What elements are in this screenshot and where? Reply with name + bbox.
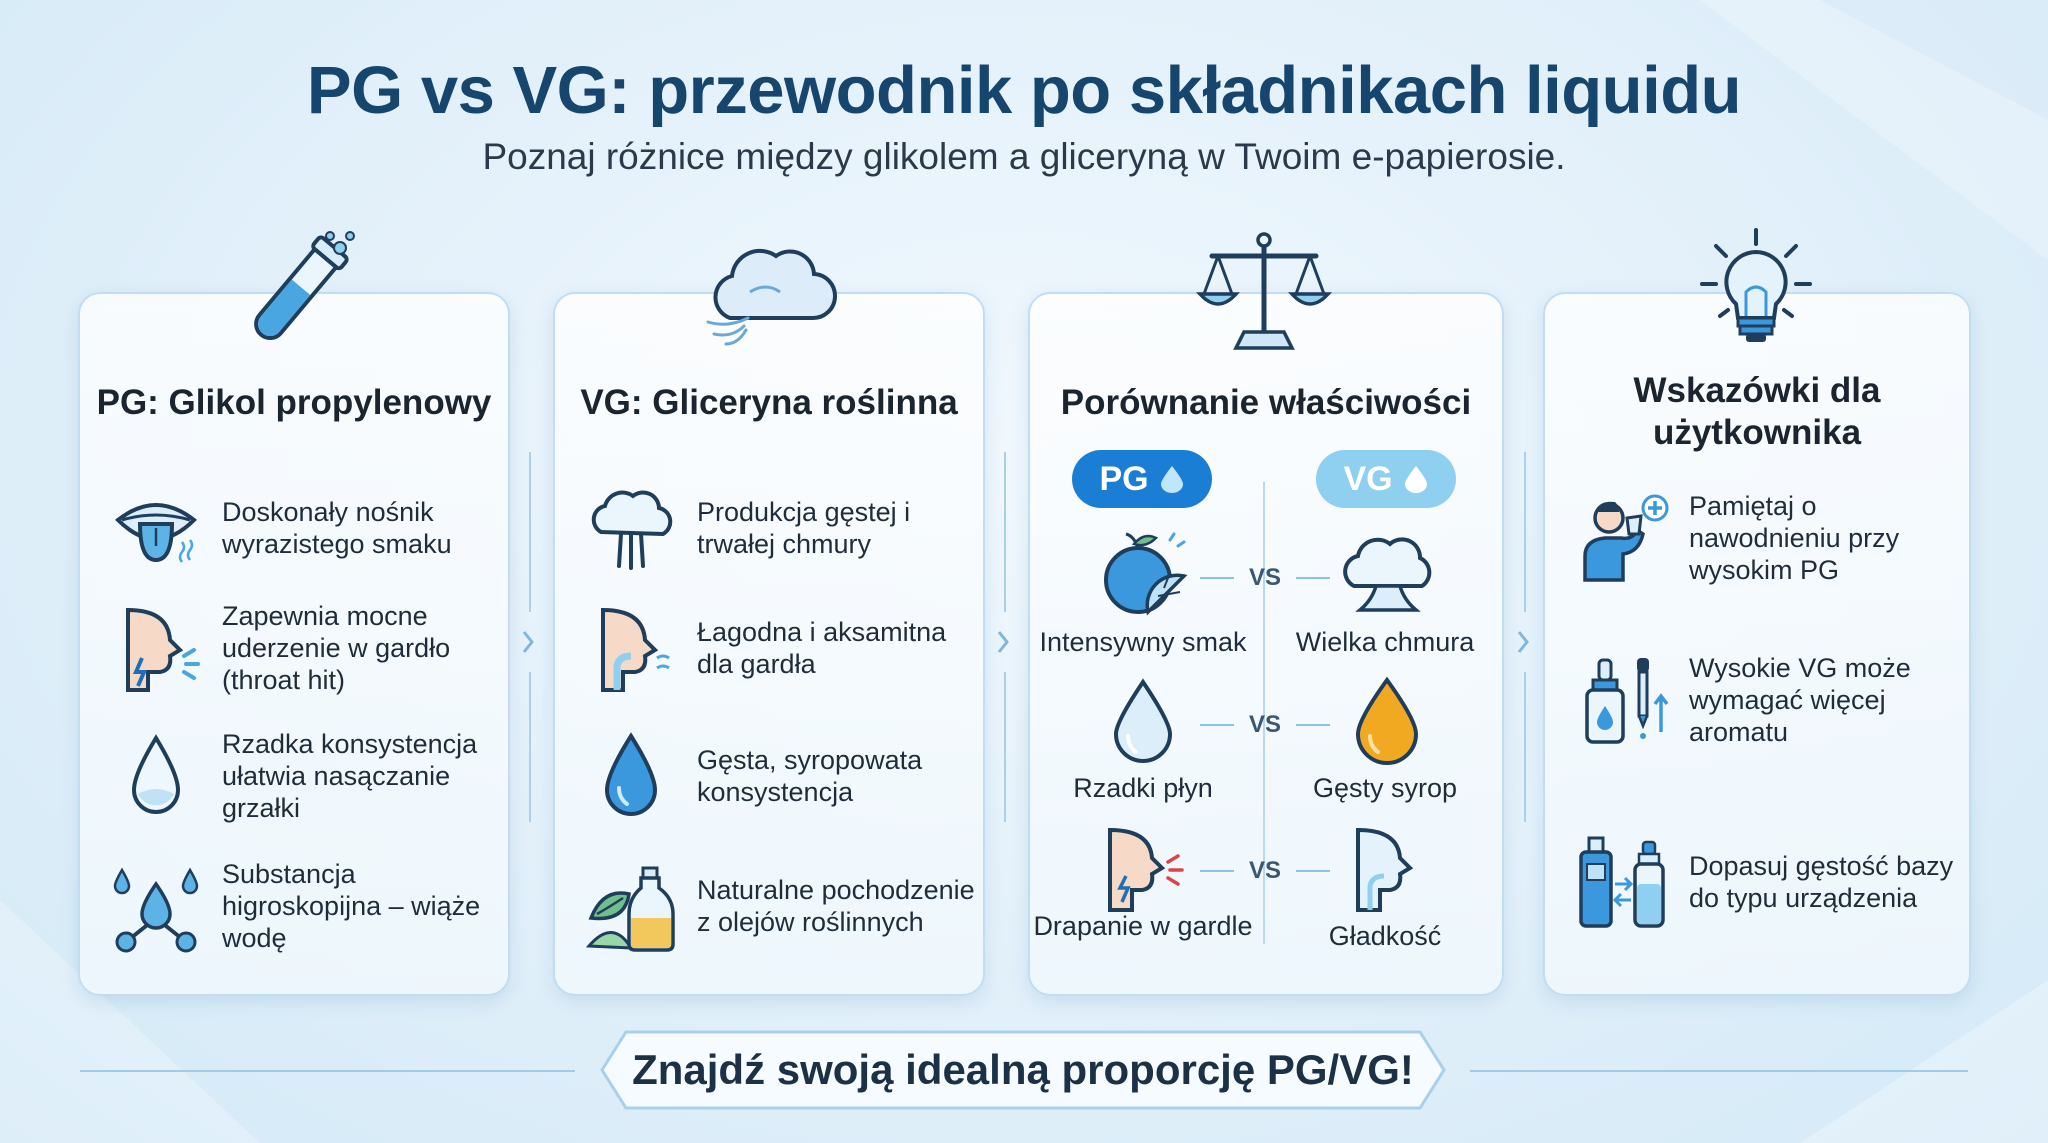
- page-subtitle: Poznaj różnice między glikolem a gliceryną w Twoim e-papierosie.: [482, 136, 1566, 177]
- item-text: Doskonały nośnik wyrazistego smaku: [222, 497, 452, 559]
- list-item: [1575, 652, 1969, 748]
- separator-arrow: [520, 452, 540, 832]
- card-pg: [78, 292, 510, 996]
- item-text: Produkcja gęstej i trwałej chmury: [697, 497, 911, 559]
- tongue-icon: [108, 480, 204, 576]
- item-text: Dopasuj gęstość bazy do typu urządzenia: [1689, 851, 1954, 913]
- item-text: Wysokie VG może wymagać więcej aromatu: [1689, 653, 1911, 747]
- vs-label: VS: [1249, 857, 1282, 884]
- vs-line: [1200, 870, 1234, 872]
- dropper-bottle-icon: [1575, 652, 1671, 748]
- vs-line: [1296, 577, 1330, 579]
- thick-drop-icon: [583, 728, 679, 824]
- cta-banner: [600, 1030, 1446, 1110]
- lightbulb-icon: [1696, 226, 1816, 356]
- card-pg-title: PG: Glikol propylenowy: [96, 383, 492, 422]
- pg-pill: [1072, 450, 1212, 508]
- big-cloud-icon: [1340, 528, 1436, 620]
- item-text: Gęsta, syropowata konsystencja: [697, 745, 923, 807]
- throat-hit-icon: [108, 600, 204, 696]
- cmp-vg-label: Wielka chmura: [1295, 627, 1475, 657]
- card-compare-title: Porównanie właściwości: [1060, 383, 1472, 422]
- smooth-throat-icon: [583, 600, 679, 696]
- plant-oil-icon: [583, 858, 679, 954]
- vs-line: [1200, 724, 1234, 726]
- drinking-water-icon: [1575, 490, 1671, 586]
- citrus-icon: [1098, 530, 1188, 620]
- separator-arrow: [995, 452, 1015, 832]
- list-item: [1575, 490, 1969, 586]
- cta-text: Znajdź swoją idealną proporcję PG/VG!: [632, 1046, 1414, 1093]
- vs-line: [1296, 870, 1330, 872]
- molecule-icon: [108, 858, 204, 954]
- pg-pill-label: PG: [1099, 459, 1149, 498]
- cmp-vg-label: Gładkość: [1328, 921, 1442, 951]
- vs-line: [1200, 577, 1234, 579]
- smooth-icon: [1344, 826, 1434, 912]
- cmp-vg-label: Gęsty syrop: [1312, 773, 1458, 803]
- vg-pill-label: VG: [1343, 459, 1393, 498]
- item-text: Pamiętaj o nawodnieniu przy wysokim PG: [1689, 491, 1900, 585]
- drop-icon: [1159, 464, 1185, 494]
- list-item: [108, 480, 508, 576]
- cmp-pg-label: Drapanie w gardle: [1033, 911, 1253, 941]
- item-text: Naturalne pochodzenie z olejów roślinnych: [697, 875, 975, 937]
- page-title: PG vs VG: przewodnik po składnikach liquidu: [306, 53, 1742, 128]
- item-text: Zapewnia mocne uderzenie w gardło (throat hit): [222, 601, 451, 695]
- list-item: [108, 728, 508, 824]
- item-text: Łagodna i aksamitna dla gardła: [697, 617, 947, 679]
- cloud-icon: [700, 234, 840, 354]
- list-item: [108, 858, 508, 954]
- test-tube-icon: [222, 228, 362, 358]
- vg-pill: [1316, 450, 1456, 508]
- scratch-throat-icon: [1096, 826, 1192, 912]
- vs-label: VS: [1249, 711, 1282, 738]
- card-vg-title: VG: Gliceryna roślinna: [580, 383, 958, 422]
- thin-drop-icon: [108, 728, 204, 824]
- vapor-cloud-icon: [583, 480, 679, 576]
- syrup-drop-icon: [1352, 676, 1422, 766]
- card-tips: [1543, 292, 1971, 996]
- list-item: [1575, 834, 1969, 930]
- cmp-pg-label: Intensywny smak: [1039, 627, 1247, 657]
- drop-icon: [1403, 464, 1429, 494]
- list-item: [583, 480, 983, 576]
- list-item: [583, 600, 983, 696]
- vs-label: VS: [1249, 564, 1282, 591]
- device-bottle-icon: [1575, 834, 1671, 930]
- vs-line: [1296, 724, 1330, 726]
- cmp-pg-label: Rzadki płyn: [1073, 773, 1213, 803]
- card-vg: [553, 292, 985, 996]
- list-item: [583, 728, 983, 824]
- item-text: Substancja higroskopijna – wiąże wodę: [222, 859, 481, 953]
- list-item: [583, 858, 983, 954]
- list-item: [108, 600, 508, 696]
- separator-arrow: [1515, 452, 1535, 832]
- water-drop-icon: [1108, 678, 1178, 764]
- card-tips-title: Wskazówki dla użytkownika: [1633, 371, 1881, 452]
- item-text: Rzadka konsystencja ułatwia nasączanie grzałki: [222, 729, 478, 823]
- scales-icon: [1196, 232, 1332, 356]
